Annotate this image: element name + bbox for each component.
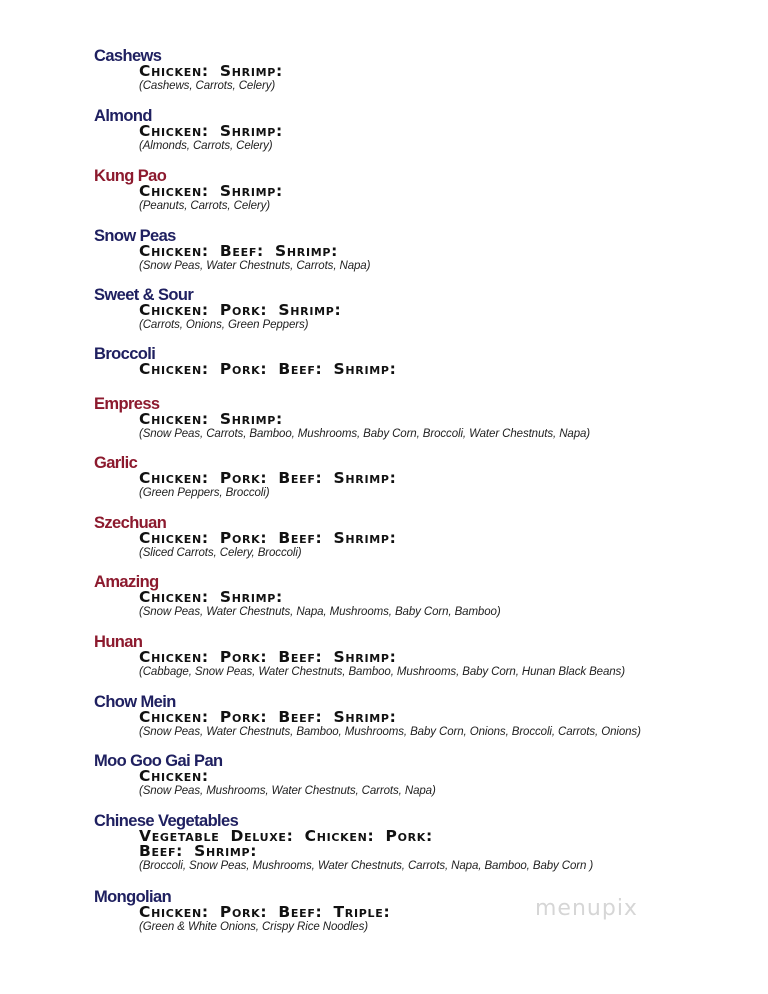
section-description: (Sliced Carrots, Celery, Broccoli) [139, 547, 302, 559]
menu-section-empress [94, 396, 754, 441]
menu-section-broccoli [94, 346, 754, 377]
menu-section-szechuan [94, 515, 754, 560]
section-title: Kung Pao [94, 167, 167, 185]
section-title: Amazing [94, 573, 159, 591]
section-description: (Almonds, Carrots, Celery) [139, 140, 273, 152]
section-description: (Cashews, Carrots, Celery) [139, 80, 276, 92]
menu-section-cashews [94, 48, 754, 93]
menu-section-chow-mein [94, 694, 754, 739]
section-title: Moo Goo Gai Pan [94, 752, 223, 770]
menu-section-almond [94, 108, 754, 153]
section-description: (Snow Peas, Water Chestnuts, Carrots, Napa) [139, 260, 371, 272]
section-title: Sweet & Sour [94, 286, 194, 304]
section-title: Broccoli [94, 345, 156, 363]
protein-options: Chicken: Pork: Beef: Shrimp: [139, 648, 397, 666]
protein-options: Chicken: Pork: Beef: Shrimp: [139, 469, 397, 487]
section-title: Cashews [94, 47, 162, 65]
section-title: Chinese Vegetables [94, 812, 239, 830]
menu-section-garlic [94, 455, 754, 500]
section-title: Empress [94, 395, 160, 413]
protein-options: Chicken: Pork: Beef: Triple: [139, 903, 391, 921]
section-title: Garlic [94, 454, 138, 472]
menu-section-hunan [94, 634, 754, 679]
section-title: Mongolian [94, 888, 172, 906]
protein-options: Chicken: Pork: Shrimp: [139, 301, 342, 319]
protein-options-continued: Beef: Shrimp: [139, 842, 258, 860]
menu-section-amazing [94, 574, 754, 619]
menu-section-mongolian [94, 889, 754, 934]
section-description: (Green Peppers, Broccoli) [139, 487, 270, 499]
section-description: (Green & White Onions, Crispy Rice Noodles) [139, 921, 368, 933]
menu-section-chinese-vegetables [94, 813, 754, 873]
section-title: Chow Mein [94, 693, 176, 711]
section-description: (Snow Peas, Water Chestnuts, Bamboo, Mushrooms, Baby Corn, Onions, Broccoli, Carrots, Onions) [139, 726, 641, 738]
section-description: (Broccoli, Snow Peas, Mushrooms, Water Chestnuts, Carrots, Napa, Bamboo, Baby Corn ) [139, 860, 594, 872]
protein-options: Chicken: Pork: Beef: Shrimp: [139, 708, 397, 726]
protein-options: Chicken: Shrimp: [139, 182, 283, 200]
section-description: (Snow Peas, Water Chestnuts, Napa, Mushrooms, Baby Corn, Bamboo) [139, 606, 501, 618]
section-description: (Snow Peas, Carrots, Bamboo, Mushrooms, Baby Corn, Broccoli, Water Chestnuts, Napa) [139, 428, 591, 440]
section-description: (Carrots, Onions, Green Peppers) [139, 319, 309, 331]
menu-section-snow-peas [94, 228, 754, 273]
protein-options: Chicken: Pork: Beef: Shrimp: [139, 360, 397, 378]
protein-options: Chicken: Pork: Beef: Shrimp: [139, 529, 397, 547]
section-description: (Snow Peas, Mushrooms, Water Chestnuts, Carrots, Napa) [139, 785, 436, 797]
section-title: Szechuan [94, 514, 167, 532]
protein-options: Chicken: Shrimp: [139, 122, 283, 140]
protein-options: Chicken: Shrimp: [139, 410, 283, 428]
section-title: Hunan [94, 633, 143, 651]
protein-options: Chicken: Beef: Shrimp: [139, 242, 339, 260]
menu-section-moo-goo-gai-pan [94, 753, 754, 798]
protein-options: Chicken: Shrimp: [139, 62, 283, 80]
protein-options: Vegetable Deluxe: Chicken: Pork: [139, 827, 433, 845]
protein-options: Chicken: Shrimp: [139, 588, 283, 606]
section-title: Snow Peas [94, 227, 176, 245]
section-description: (Peanuts, Carrots, Celery) [139, 200, 270, 212]
section-description: (Cabbage, Snow Peas, Water Chestnuts, Bamboo, Mushrooms, Baby Corn, Hunan Black Beans) [139, 666, 625, 678]
menu-section-sweet-and-sour [94, 287, 754, 332]
section-title: Almond [94, 107, 152, 125]
menu-section-kung-pao [94, 168, 754, 213]
watermark-logo: menupix [535, 896, 638, 921]
protein-options: Chicken: [139, 767, 209, 785]
